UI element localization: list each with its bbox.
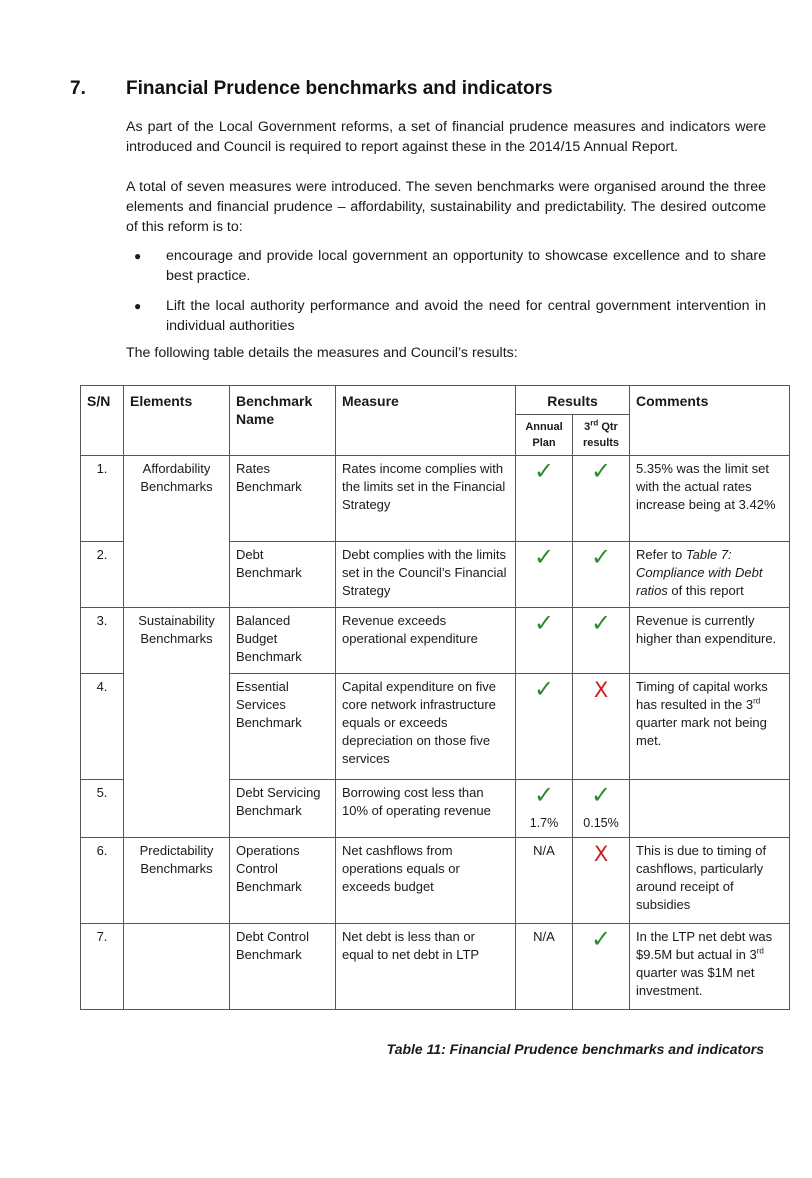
- check-icon: ✓: [533, 610, 555, 637]
- check-icon: ✓: [590, 544, 612, 571]
- header-elements: Elements: [124, 386, 230, 456]
- table-header-row: [81, 386, 790, 415]
- cell-sn: 1.: [81, 456, 124, 542]
- section-heading: [70, 78, 553, 100]
- header-3rd-qtr: 3rd Qtr results: [573, 415, 630, 456]
- cell-benchmark: Balanced Budget Benchmark: [230, 608, 336, 674]
- cell-measure: Revenue exceeds operational expenditure: [336, 608, 516, 674]
- cell-measure: Net cashflows from operations equals or exceeds budget: [336, 838, 516, 924]
- cell-comment: This is due to timing of cashflows, particularly around receipt of subsidies: [630, 838, 790, 924]
- header-annual-plan: Annual Plan: [516, 415, 573, 456]
- annual-value: 1.7%: [529, 816, 559, 830]
- na-value: N/A: [533, 929, 555, 944]
- list-item: [134, 296, 766, 336]
- cell-annual: [516, 924, 573, 1010]
- cell-element: Predictability Benchmarks: [124, 838, 230, 924]
- cell-comment: Revenue is currently higher than expenditure.: [630, 608, 790, 674]
- cell-sn: 4.: [81, 674, 124, 780]
- cell-qtr: [573, 542, 630, 608]
- cell-sn: 7.: [81, 924, 124, 1010]
- check-icon: ✓: [533, 782, 555, 809]
- cell-measure: Capital expenditure on five core network infrastructure equals or exceeds depreciation on those five services: [336, 674, 516, 780]
- cell-annual: [516, 542, 573, 608]
- cell-comment: 5.35% was the limit set with the actual rates increase being at 3.42%: [630, 456, 790, 542]
- cell-sn: 6.: [81, 838, 124, 924]
- cell-sn: 2.: [81, 542, 124, 608]
- check-icon: ✓: [533, 544, 555, 571]
- cell-benchmark: Essential Services Benchmark: [230, 674, 336, 780]
- cross-icon: X: [593, 678, 609, 702]
- benchmarks-table: [80, 385, 790, 1010]
- cross-icon: X: [593, 842, 609, 866]
- cell-benchmark: Debt Control Benchmark: [230, 924, 336, 1010]
- cell-annual: [516, 838, 573, 924]
- check-icon: ✓: [590, 610, 612, 637]
- bullet-icon: ●: [134, 299, 142, 313]
- cell-element-empty: [124, 674, 230, 780]
- check-icon: ✓: [590, 782, 612, 809]
- cell-qtr: [573, 674, 630, 780]
- section-title: Financial Prudence benchmarks and indicators: [126, 78, 553, 99]
- cell-sn: 3.: [81, 608, 124, 674]
- check-icon: ✓: [590, 458, 612, 485]
- list-item: [134, 246, 766, 286]
- list-item-text: encourage and provide local government an opportunity to showcase excellence and to share best practice.: [166, 248, 766, 284]
- check-icon: ✓: [590, 926, 612, 953]
- cell-element-empty: [124, 542, 230, 608]
- cell-qtr: [573, 780, 630, 838]
- cell-benchmark: Operations Control Benchmark: [230, 838, 336, 924]
- cell-comment: [630, 780, 790, 838]
- cell-comment: Refer to Table 7: Compliance with Debt ratios of this report: [630, 542, 790, 608]
- cell-annual: [516, 456, 573, 542]
- list-item-text: Lift the local authority performance and avoid the need for central government intervention in individual authorities: [166, 298, 766, 334]
- cell-qtr: [573, 456, 630, 542]
- cell-qtr: [573, 608, 630, 674]
- table-row: [81, 838, 790, 924]
- table-row: [81, 780, 790, 838]
- cell-benchmark: Debt Benchmark: [230, 542, 336, 608]
- na-value: N/A: [533, 843, 555, 858]
- cell-element: Sustainability Benchmarks: [124, 608, 230, 674]
- header-results: Results: [516, 386, 630, 415]
- section-number: 7.: [70, 78, 86, 99]
- cell-qtr: [573, 838, 630, 924]
- cell-measure: Borrowing cost less than 10% of operating revenue: [336, 780, 516, 838]
- cell-qtr: [573, 924, 630, 1010]
- table-row: [81, 674, 790, 780]
- paragraph-measures: A total of seven measures were introduced. The seven benchmarks were organised around the three elements and financial prudence – affordability, sustainability and predictability. The desired outcome of this reform is to:: [126, 179, 766, 235]
- table-caption: Table 11: Financial Prudence benchmarks and indicators: [386, 1041, 764, 1057]
- header-benchmark: Benchmark Name: [230, 386, 336, 456]
- header-measure: Measure: [336, 386, 516, 456]
- table-row: [81, 608, 790, 674]
- header-sn: S/N: [81, 386, 124, 456]
- cell-benchmark: Rates Benchmark: [230, 456, 336, 542]
- header-comments: Comments: [630, 386, 790, 456]
- cell-element-empty: [124, 924, 230, 1010]
- cell-measure: Rates income complies with the limits set in the Financial Strategy: [336, 456, 516, 542]
- cell-comment: In the LTP net debt was $9.5M but actual in 3rd quarter was $1M net investment.: [630, 924, 790, 1010]
- check-icon: ✓: [533, 676, 555, 703]
- table-row: [81, 456, 790, 542]
- cell-annual: [516, 608, 573, 674]
- qtr-value: 0.15%: [583, 816, 619, 830]
- cell-comment: Timing of capital works has resulted in the 3rd quarter mark not being met.: [630, 674, 790, 780]
- cell-element: Affordability Benchmarks: [124, 456, 230, 542]
- cell-measure: Debt complies with the limits set in the Council’s Financial Strategy: [336, 542, 516, 608]
- cell-annual: [516, 674, 573, 780]
- cell-element-empty: [124, 780, 230, 838]
- check-icon: ✓: [533, 458, 555, 485]
- cell-benchmark: Debt Servicing Benchmark: [230, 780, 336, 838]
- bullet-icon: ●: [134, 249, 142, 263]
- cell-sn: 5.: [81, 780, 124, 838]
- table-intro: The following table details the measures and Council’s results:: [126, 345, 518, 361]
- cell-annual: [516, 780, 573, 838]
- table-row: [81, 542, 790, 608]
- outcome-list: [134, 246, 766, 346]
- table-row: [81, 924, 790, 1010]
- cell-measure: Net debt is less than or equal to net debt in LTP: [336, 924, 516, 1010]
- paragraph-reforms: As part of the Local Government reforms, a set of financial prudence measures and indicators were introduced and Council is required to report against these in the 2014/15 Annual Report.: [126, 119, 766, 155]
